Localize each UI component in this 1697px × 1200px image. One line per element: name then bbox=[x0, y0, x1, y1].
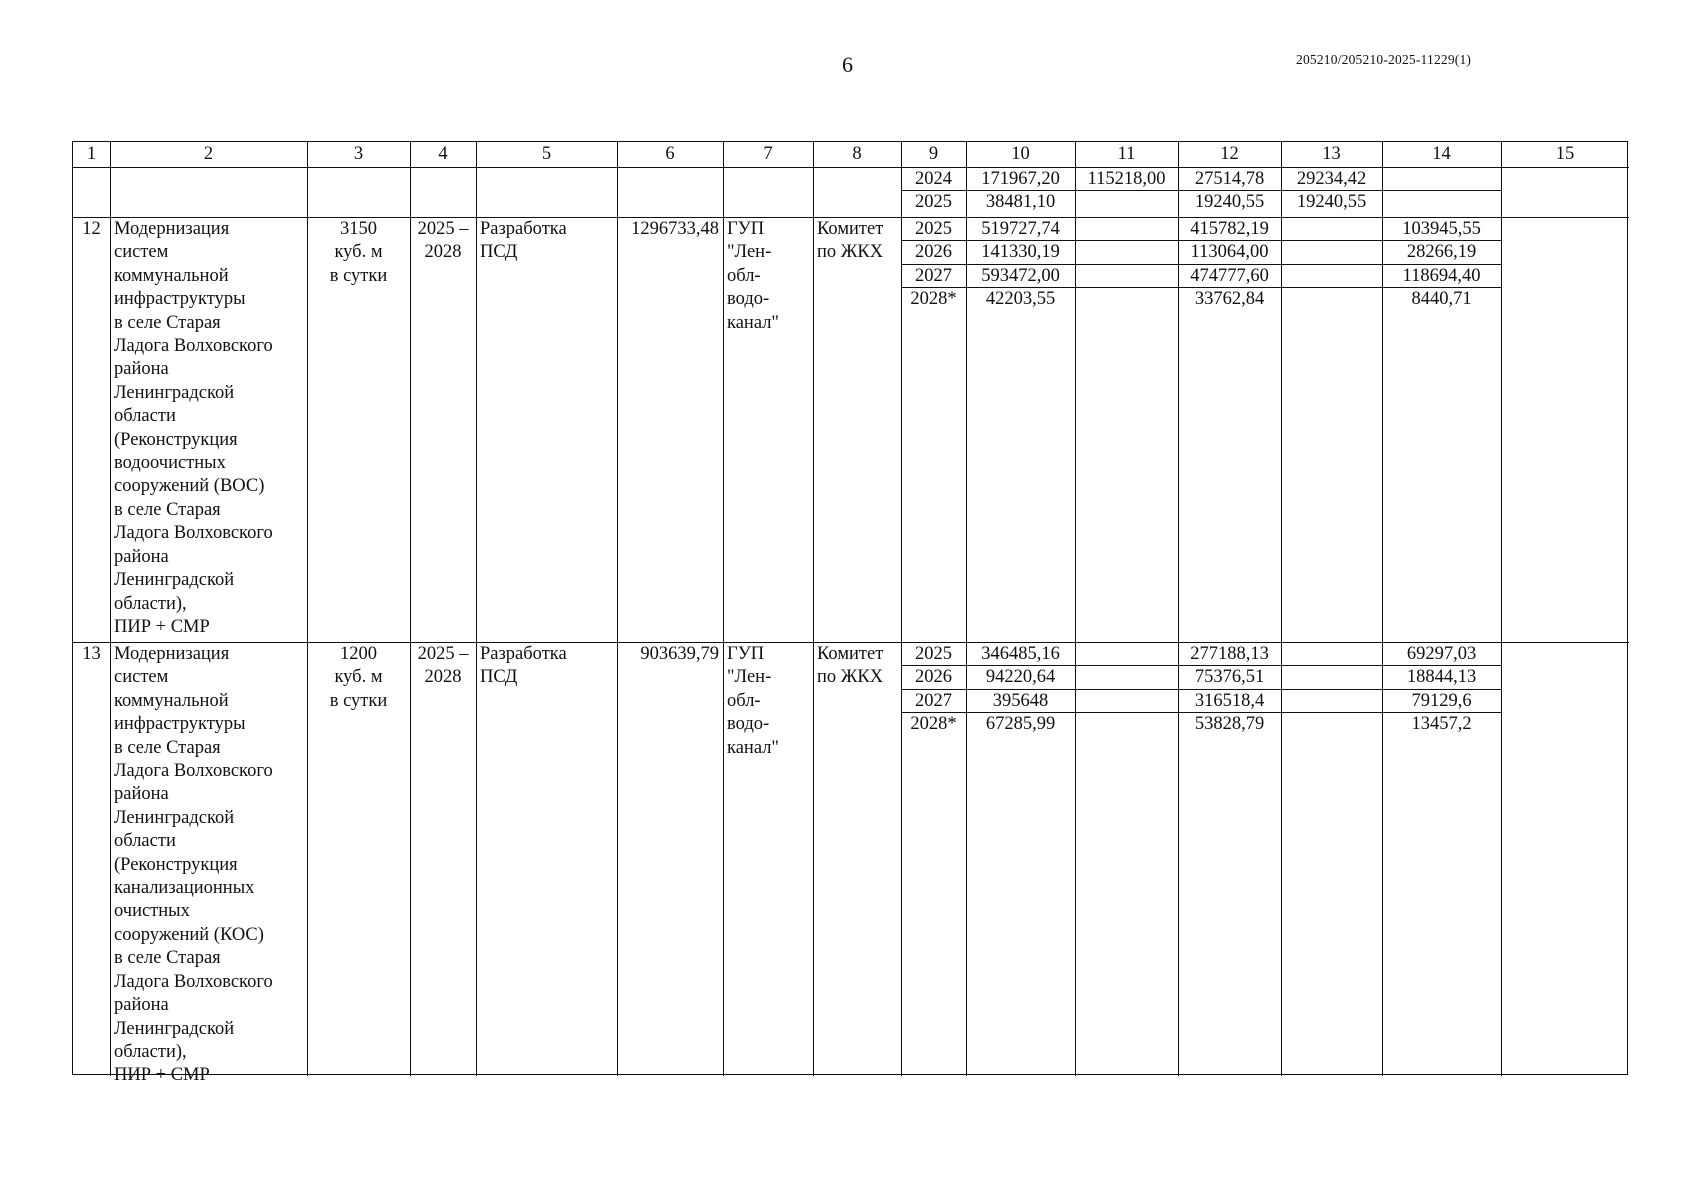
column-divider bbox=[813, 142, 814, 1076]
amount-col-14: 28266,19 bbox=[1406, 242, 1477, 263]
amount-col-12: 474777,60 bbox=[1190, 265, 1269, 286]
amount-col-10: 94220,64 bbox=[985, 667, 1056, 688]
amount-col-13: 19240,55 bbox=[1296, 192, 1367, 213]
amount-col-10: 67285,99 bbox=[985, 714, 1056, 735]
amount-col-14: 13457,2 bbox=[1411, 714, 1472, 735]
amount-col-11: 115218,00 bbox=[1087, 169, 1166, 189]
year-cell: 2024 bbox=[915, 169, 952, 189]
column-number-6: 6 bbox=[665, 144, 675, 164]
amount-col-12: 75376,51 bbox=[1194, 667, 1265, 688]
amount-col-12: 33762,84 bbox=[1194, 289, 1265, 310]
column-number-2: 2 bbox=[203, 144, 214, 164]
year-cell: 2028* bbox=[910, 289, 957, 310]
amount-col-14: 118694,40 bbox=[1402, 265, 1481, 286]
amount-col-10: 593472,00 bbox=[981, 265, 1060, 286]
column-divider bbox=[1281, 142, 1282, 1076]
column-divider bbox=[723, 142, 724, 1076]
customer: Комитет по ЖКХ bbox=[817, 219, 884, 263]
column-divider bbox=[1178, 142, 1179, 1076]
header-bottom-line bbox=[73, 167, 1629, 168]
period: 2025 – 2028 bbox=[417, 219, 469, 263]
amount-col-12: 316518,4 bbox=[1194, 690, 1265, 711]
column-number-15: 15 bbox=[1555, 144, 1575, 164]
capacity: 3150 куб. м в сутки bbox=[329, 219, 388, 286]
year-cell: 2025 bbox=[915, 192, 952, 213]
column-number-8: 8 bbox=[852, 144, 862, 164]
year-cell: 2028* bbox=[910, 714, 957, 735]
column-number-14: 14 bbox=[1432, 144, 1451, 164]
total-cost: 903639,79 bbox=[640, 644, 719, 664]
amount-col-14: 103945,55 bbox=[1402, 219, 1481, 239]
amount-col-12: 27514,78 bbox=[1194, 169, 1265, 189]
document-id: 205210/205210-2025-11229(1) bbox=[1296, 52, 1472, 67]
column-divider bbox=[410, 142, 411, 1076]
amount-col-14: 79129,6 bbox=[1411, 690, 1472, 711]
row-number: 13 bbox=[82, 644, 101, 664]
column-divider bbox=[307, 142, 308, 1076]
column-divider bbox=[1501, 142, 1502, 1076]
amount-col-10: 519727,74 bbox=[981, 219, 1060, 239]
column-number-3: 3 bbox=[353, 144, 364, 164]
amount-col-14: 8440,71 bbox=[1411, 289, 1472, 310]
capacity: 1200 куб. м в сутки bbox=[329, 644, 388, 711]
year-cell: 2025 bbox=[915, 219, 952, 239]
program-table bbox=[72, 141, 1628, 1086]
column-divider bbox=[617, 142, 618, 1076]
column-divider bbox=[476, 142, 477, 1076]
stage: Разработка ПСД bbox=[480, 219, 567, 263]
total-cost: 1296733,48 bbox=[631, 219, 719, 239]
column-divider bbox=[901, 142, 902, 1076]
column-number-1: 1 bbox=[86, 144, 97, 164]
column-number-9: 9 bbox=[928, 144, 939, 164]
year-cell: 2025 bbox=[915, 644, 952, 664]
amount-col-13: 29234,42 bbox=[1296, 169, 1367, 189]
amount-col-12: 277188,13 bbox=[1190, 644, 1269, 664]
amount-col-12: 19240,55 bbox=[1194, 192, 1265, 213]
column-divider bbox=[1075, 142, 1076, 1076]
amount-col-14: 18844,13 bbox=[1406, 667, 1477, 688]
page-number: 6 bbox=[842, 52, 853, 77]
amount-col-10: 38481,10 bbox=[985, 192, 1056, 213]
column-number-13: 13 bbox=[1322, 144, 1341, 164]
amount-col-12: 113064,00 bbox=[1190, 242, 1269, 263]
amount-col-10: 171967,20 bbox=[981, 169, 1060, 189]
year-cell: 2027 bbox=[915, 690, 952, 711]
period: 2025 – 2028 bbox=[417, 644, 469, 688]
column-divider bbox=[110, 142, 111, 1076]
amount-col-10: 42203,55 bbox=[985, 289, 1056, 310]
executor: ГУП "Лен- обл- водо- канал" bbox=[727, 644, 779, 758]
amount-col-10: 395648 bbox=[992, 690, 1049, 711]
row-number: 12 bbox=[82, 219, 101, 239]
year-cell: 2026 bbox=[915, 242, 952, 263]
column-divider bbox=[966, 142, 967, 1076]
column-number-11: 11 bbox=[1117, 144, 1136, 164]
amount-col-10: 141330,19 bbox=[981, 242, 1060, 263]
project-name: Модернизация систем коммунальной инфраструктуры в селе Старая Ладога Волховского района Ленинградской области (Реконструкция канализационных очистных сооружений (КОС) в селе Старая Ладога Волховского района Ленинградской области), ПИР + СМР bbox=[114, 644, 273, 1086]
amount-col-12: 415782,19 bbox=[1190, 219, 1269, 239]
column-number-5: 5 bbox=[541, 144, 552, 164]
project-name: Модернизация систем коммунальной инфраструктуры в селе Старая Ладога Волховского района Ленинградской области (Реконструкция водоочистных сооружений (ВОС) в селе Старая Ладога Волховского района Ленинградской области), ПИР + СМР bbox=[114, 219, 273, 637]
year-cell: 2026 bbox=[915, 667, 952, 688]
year-cell: 2027 bbox=[915, 265, 952, 286]
stage: Разработка ПСД bbox=[480, 644, 567, 688]
customer: Комитет по ЖКХ bbox=[817, 644, 884, 688]
column-number-10: 10 bbox=[1011, 144, 1030, 164]
column-number-7: 7 bbox=[763, 144, 773, 164]
column-number-12: 12 bbox=[1220, 144, 1239, 164]
column-divider bbox=[1382, 142, 1383, 1076]
amount-col-12: 53828,79 bbox=[1194, 714, 1265, 735]
column-number-4: 4 bbox=[438, 144, 448, 164]
amount-col-14: 69297,03 bbox=[1406, 644, 1477, 664]
executor: ГУП "Лен- обл- водо- канал" bbox=[727, 219, 779, 333]
amount-col-10: 346485,16 bbox=[981, 644, 1060, 664]
